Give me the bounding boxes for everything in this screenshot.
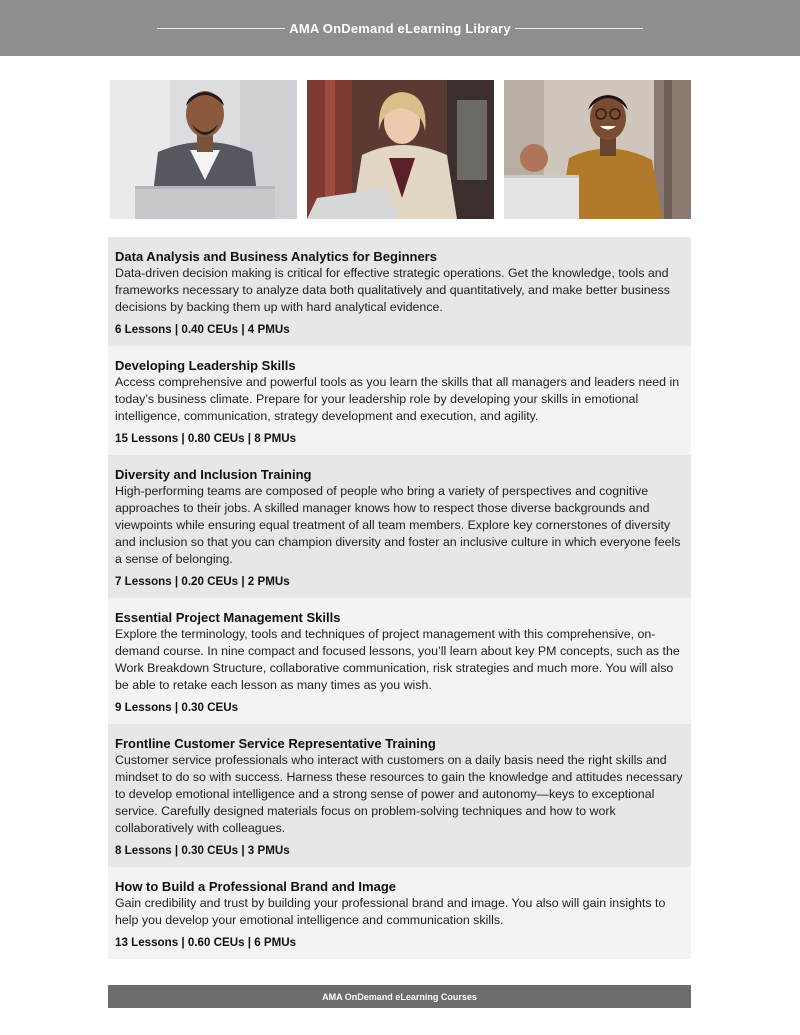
course-item xyxy=(108,867,691,959)
top-banner xyxy=(0,0,800,56)
course-list xyxy=(108,237,691,959)
course-meta: 7 Lessons | 0.20 CEUs | 2 PMUs xyxy=(115,575,290,588)
person-laptop-photo-2 xyxy=(307,80,494,219)
footer-bar xyxy=(108,985,691,1008)
course-meta: 13 Lessons | 0.60 CEUs | 6 PMUs xyxy=(115,936,297,949)
person-laptop-photo-1 xyxy=(110,80,297,219)
person-laptop-photo-3 xyxy=(504,80,691,219)
course-description: Customer service professionals who interact with customers on a daily basis need the right skills and mindset to do so with success. Harness these resources to gain the knowledge and attitudes necessary to develop emotional intelligence and a strong sense of power and autonomy—keys to exceptional service. Carefully designed materials focus on problem-solving techniques and how to work collaboratively with colleagues. xyxy=(115,753,683,835)
course-item xyxy=(108,237,691,346)
course-meta: 8 Lessons | 0.30 CEUs | 3 PMUs xyxy=(115,844,290,857)
course-meta: 6 Lessons | 0.40 CEUs | 4 PMUs xyxy=(115,323,290,336)
course-description: Explore the terminology, tools and techniques of project management with this comprehensive, on-demand course. In nine compact and focused lessons, you’ll learn about key PM concepts, such as the Work Breakdown Structure, collaborative communication, risk strategies and much more. You will also be able to retake each lesson as many times as you wish. xyxy=(115,627,680,692)
course-title: How to Build a Professional Brand and Image xyxy=(115,879,396,894)
course-title: Developing Leadership Skills xyxy=(115,358,296,373)
course-description: Access comprehensive and powerful tools as you learn the skills that all managers and leaders need in today’s business climate. Prepare for your leadership role by developing your skills in emotional intelligence, communication, strategy development and execution, and agility. xyxy=(115,375,680,423)
photo-row xyxy=(110,80,691,219)
course-item xyxy=(108,598,691,724)
banner-rule-left xyxy=(157,28,285,29)
course-description: Data-driven decision making is critical for effective strategic operations. Get the knowledge, tools and frameworks necessary to analyze data both qualitatively and quantitatively, and make better business decisions by backing them up with hard analytical evidence. xyxy=(115,266,670,314)
course-title: Frontline Customer Service Representative Training xyxy=(115,736,436,751)
course-title: Data Analysis and Business Analytics for Beginners xyxy=(115,249,437,264)
course-description: Gain credibility and trust by building your professional brand and image. You also will gain insights to help you develop your emotional intelligence and communication skills. xyxy=(115,896,666,927)
course-item xyxy=(108,346,691,455)
course-title: Diversity and Inclusion Training xyxy=(115,467,312,482)
course-meta: 9 Lessons | 0.30 CEUs xyxy=(115,701,239,714)
course-meta: 15 Lessons | 0.80 CEUs | 8 PMUs xyxy=(115,432,297,445)
banner-rule-right xyxy=(515,28,643,29)
course-description: High-performing teams are composed of people who bring a variety of perspectives and cognitive approaches to their jobs. A skilled manager knows how to respect those diverse backgrounds and viewpoints while ensuring equal treatment of all team members. Explore key cornerstones of diversity and inclusion so that you can champion diversity and foster an inclusive culture in which everyone feels a sense of belonging. xyxy=(115,484,681,566)
course-item xyxy=(108,724,691,867)
course-item xyxy=(108,455,691,598)
footer-label: AMA OnDemand eLearning Courses xyxy=(322,991,477,1002)
course-title: Essential Project Management Skills xyxy=(115,610,341,625)
banner-title: AMA OnDemand eLearning Library xyxy=(289,20,511,36)
